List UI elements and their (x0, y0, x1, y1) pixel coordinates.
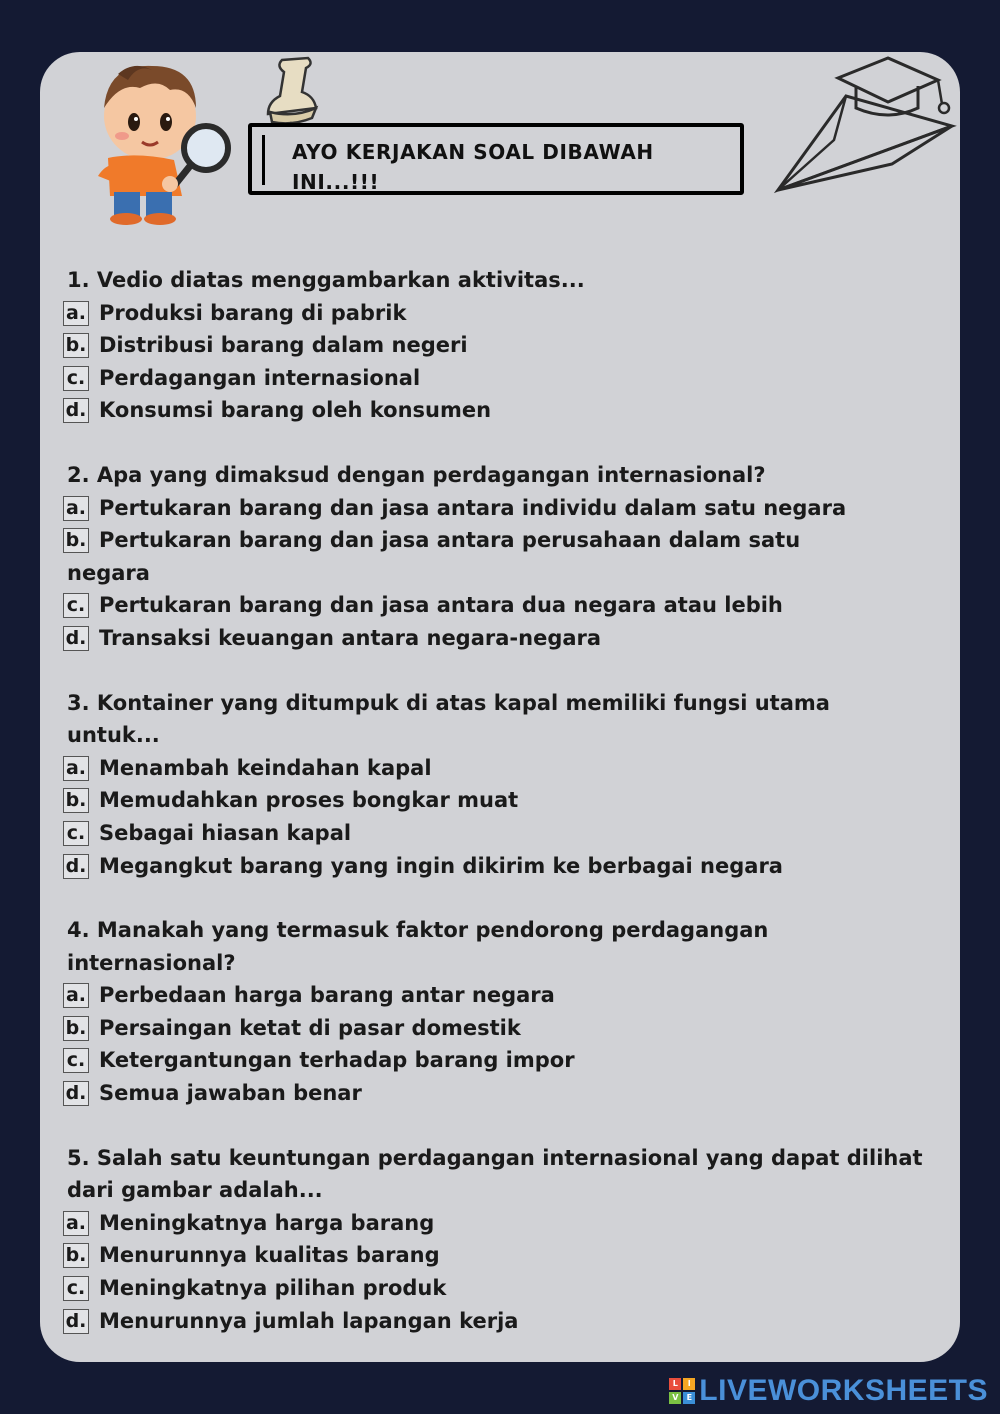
option-letter-box[interactable]: c. (63, 366, 89, 391)
option-text: Meningkatnya pilihan produk (99, 1276, 447, 1301)
question-1 (67, 264, 927, 427)
option-c[interactable] (67, 817, 927, 850)
option-b[interactable] (67, 329, 927, 362)
option-c[interactable] (67, 589, 927, 622)
option-d[interactable] (67, 1077, 927, 1110)
question-text: 2. Apa yang dimaksud dengan perdagangan internasional? (67, 462, 766, 487)
option-b[interactable] (67, 1239, 927, 1272)
option-letter-box[interactable]: b. (63, 1243, 89, 1268)
page-title: AYO KERJAKAN SOAL DIBAWAH INI...!!! (292, 140, 654, 194)
logo-letter: L (669, 1378, 681, 1390)
question-2 (67, 459, 927, 655)
option-letter-box[interactable]: d. (63, 398, 89, 423)
option-letter-box[interactable]: a. (63, 1211, 89, 1236)
option-text: Persaingan ketat di pasar domestik (99, 1015, 521, 1040)
header-accent-line (262, 135, 265, 185)
option-c[interactable] (67, 1044, 927, 1077)
option-text: Perdagangan internasional (99, 365, 421, 390)
paper-plane-graduation-cap-icon (772, 56, 962, 196)
liveworksheets-logo (669, 1374, 988, 1408)
option-letter-box[interactable]: b. (63, 1016, 89, 1041)
option-letter-box[interactable]: a. (63, 983, 89, 1008)
option-text: Megangkut barang yang ingin dikirim ke berbagai negara (99, 853, 783, 878)
question-text: 1. Vedio diatas menggambarkan aktivitas... (67, 268, 585, 292)
option-b[interactable] (67, 1012, 927, 1045)
option-text: Meningkatnya harga barang (99, 1210, 435, 1235)
option-text: Memudahkan proses bongkar muat (99, 788, 519, 813)
option-letter-box[interactable]: d. (63, 626, 89, 651)
option-text: Pertukaran barang dan jasa antara individu dalam satu negara (99, 495, 847, 520)
option-c[interactable] (67, 1272, 927, 1305)
option-letter-box[interactable]: d. (63, 1081, 89, 1106)
option-text: Pertukaran barang dan jasa antara dua negara atau lebih (99, 593, 783, 618)
logo-letter: I (683, 1378, 695, 1390)
option-d[interactable] (67, 394, 927, 427)
option-text: Produksi barang di pabrik (99, 300, 407, 325)
option-text: Menambah keindahan kapal (99, 755, 432, 780)
option-text-continuation: negara (67, 560, 150, 585)
option-letter-box[interactable]: b. (63, 333, 89, 358)
option-a[interactable] (67, 1207, 927, 1240)
option-letter-box[interactable]: a. (63, 301, 89, 326)
option-text: Ketergantungan terhadap barang impor (99, 1048, 575, 1073)
question-4 (67, 914, 927, 1110)
option-text: Konsumsi barang oleh konsumen (99, 398, 492, 423)
option-b[interactable] (67, 784, 927, 817)
question-list (67, 264, 927, 1369)
option-letter-box[interactable]: d. (63, 1309, 89, 1334)
option-text: Menurunnya kualitas barang (99, 1243, 440, 1268)
option-letter-box[interactable]: b. (63, 788, 89, 813)
option-letter-box[interactable]: c. (63, 1276, 89, 1301)
option-a[interactable] (67, 492, 927, 525)
option-text: Sebagai hiasan kapal (99, 820, 352, 845)
question-text: 3. Kontainer yang ditumpuk di atas kapal memiliki fungsi utama untuk... (67, 690, 830, 748)
question-text: 5. Salah satu keuntungan perdagangan internasional yang dapat dilihat dari gambar adalah... (67, 1145, 923, 1203)
option-text: Perbedaan harga barang antar negara (99, 983, 555, 1008)
option-d[interactable] (67, 622, 927, 655)
boy-with-magnifier-illustration (78, 56, 238, 226)
logo-letter: E (683, 1392, 695, 1404)
option-letter-box[interactable]: c. (63, 821, 89, 846)
option-d[interactable] (67, 1305, 927, 1338)
option-letter-box[interactable]: a. (63, 496, 89, 521)
option-text: Distribusi barang dalam negeri (99, 333, 468, 358)
option-letter-box[interactable]: c. (63, 593, 89, 618)
option-letter-box[interactable]: b. (63, 528, 89, 553)
live-logo-icon (669, 1378, 695, 1404)
question-text: 4. Manakah yang termasuk faktor pendorong perdagangan internasional? (67, 918, 769, 975)
option-letter-box[interactable]: d. (63, 854, 89, 879)
option-text: Semua jawaban benar (99, 1081, 362, 1106)
header-box (248, 123, 744, 195)
option-a[interactable] (67, 752, 927, 785)
option-text: Transaksi keuangan antara negara-negara (99, 625, 602, 650)
option-c[interactable] (67, 362, 927, 395)
option-text: Menurunnya jumlah lapangan kerja (99, 1308, 519, 1333)
question-3 (67, 687, 927, 883)
option-text: Pertukaran barang dan jasa antara perusahaan dalam satu (99, 528, 801, 553)
logo-letter: V (669, 1392, 681, 1404)
option-b[interactable] (67, 524, 927, 589)
watermark-text: LIVEWORKSHEETS (699, 1374, 988, 1407)
option-a[interactable] (67, 979, 927, 1012)
option-letter-box[interactable]: c. (63, 1048, 89, 1073)
option-d[interactable] (67, 850, 927, 883)
option-a[interactable] (67, 297, 927, 330)
question-5 (67, 1142, 927, 1338)
option-letter-box[interactable]: a. (63, 756, 89, 781)
